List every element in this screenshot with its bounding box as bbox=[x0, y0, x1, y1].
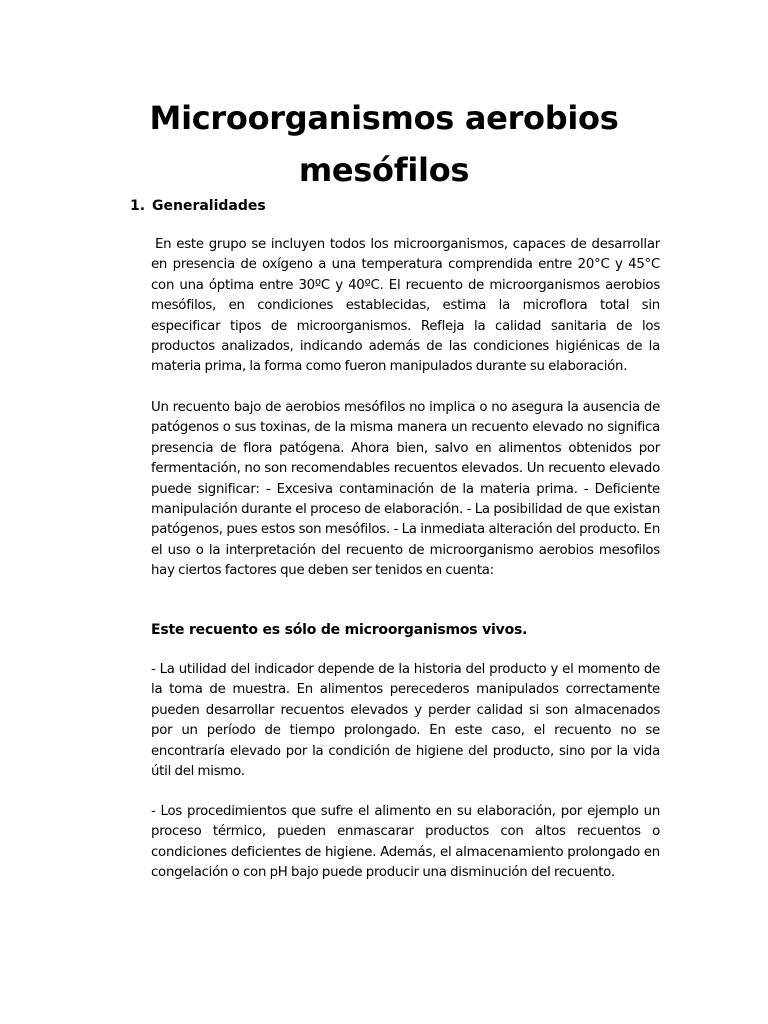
section-heading bbox=[130, 196, 266, 216]
emphasis-statement: Este recuento es sólo de microorganismos vivos. bbox=[151, 622, 528, 638]
note-indicator-utility: - La utilidad del indicador depende de la historia del producto y el momento de la toma de muestra. En alimentos perecederos manipulados correctamente pueden desarrollar recuentos elevados y perder calidad si son almacenados por un período de tiempo prolongado. En este caso, el recuento no se encontraría elevado por la condición de higiene del producto, sino por la vida útil del mismo. bbox=[151, 662, 660, 780]
document-title: Microorganismos aerobios mesófilos bbox=[149, 99, 619, 189]
section-number: 1. bbox=[130, 198, 146, 214]
note-processing: - Los procedimientos que sufre el alimento en su elaboración, por ejemplo un proceso térmico, pueden enmascarar productos con altos recuentos o condiciones deficientes de higiene. Además, el almacenamiento prolongado en congelación o con pH bajo puede producir una disminución del recuento. bbox=[151, 804, 660, 881]
paragraph-low-count: Un recuento bajo de aerobios mesófilos no implica o no asegura la ausencia de patógenos o sus toxinas, de la misma manera un recuento elevado no significa presencia de flora patógena. Ahora bien, salvo en alimentos obtenidos por fermentación, no son recomendables recuentos elevados. Un recuento elevado puede significar: - Excesiva contaminación de la materia prima. - Deficiente manipulación durante el proceso de elaboración. - La posibilidad de que existan patógenos, pues estos son mesófilos. - La inmediata alteración del producto. En el uso o la interpretación del recuento de microorganismo aerobios mesofilos hay ciertos factores que deben ser tenidos en cuenta: bbox=[151, 400, 660, 579]
section-title: Generalidades bbox=[152, 198, 266, 214]
paragraph-intro: En este grupo se incluyen todos los microorganismos, capaces de desarrollar en presencia de oxígeno a una temperatura comprendida entre 20°C y 45°C con una óptima entre 30ºC y 40ºC. El recuento de microorganismos aerobios mesófilos, en condiciones establecidas, estima la microflora total sin especificar tipos de microorganismos. Refleja la calidad sanitaria de los productos analizados, indicando además de las condiciones higiénicas de la materia prima, la forma como fueron manipulados durante su elaboración. bbox=[151, 237, 660, 375]
